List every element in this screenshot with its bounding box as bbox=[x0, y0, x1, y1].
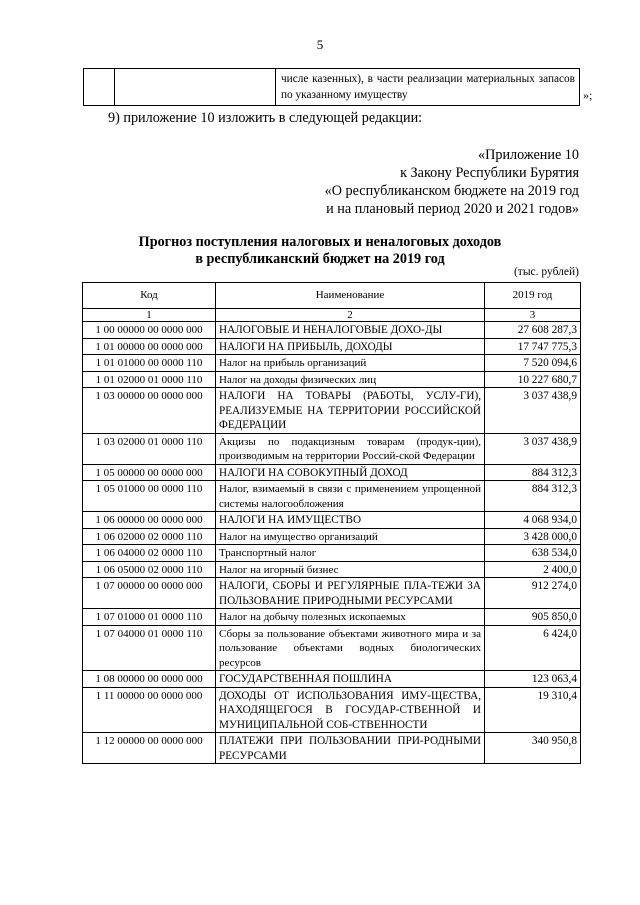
column-number-2: 2 bbox=[216, 309, 485, 322]
row-code: 1 07 04000 01 0000 110 bbox=[83, 625, 216, 671]
table-row bbox=[83, 433, 581, 464]
row-code: 1 01 02000 01 0000 110 bbox=[83, 371, 216, 388]
table-row bbox=[83, 687, 581, 733]
table-row bbox=[83, 322, 581, 339]
row-name: ГОСУДАРСТВЕННАЯ ПОШЛИНА bbox=[216, 671, 485, 688]
row-value: 905 850,0 bbox=[485, 609, 581, 626]
column-number-1: 1 bbox=[83, 309, 216, 322]
row-code: 1 06 02000 02 0000 110 bbox=[83, 528, 216, 545]
appendix-header bbox=[325, 146, 579, 218]
row-value: 4 068 934,0 bbox=[485, 512, 581, 529]
row-code: 1 06 04000 02 0000 110 bbox=[83, 545, 216, 562]
fragment-cell-2 bbox=[115, 69, 276, 106]
row-value: 10 227 680,7 bbox=[485, 371, 581, 388]
row-value: 2 400,0 bbox=[485, 561, 581, 578]
row-value: 6 424,0 bbox=[485, 625, 581, 671]
table-row bbox=[83, 481, 581, 512]
table-header-row bbox=[83, 283, 581, 309]
row-code: 1 06 00000 00 0000 000 bbox=[83, 512, 216, 529]
row-value: 884 312,3 bbox=[485, 464, 581, 481]
row-code: 1 03 00000 00 0000 000 bbox=[83, 388, 216, 434]
table-row bbox=[83, 388, 581, 434]
row-name: Транспортный налог bbox=[216, 545, 485, 562]
row-value: 17 747 775,3 bbox=[485, 338, 581, 355]
fragment-cell-1 bbox=[84, 69, 115, 106]
row-name: Сборы за пользование объектами животного мира и за пользование объектами водных биологических ресурсов bbox=[216, 625, 485, 671]
document-title bbox=[0, 234, 640, 268]
row-name: НАЛОГИ НА ПРИБЫЛЬ, ДОХОДЫ bbox=[216, 338, 485, 355]
row-name: Налог, взимаемый в связи с применением упрощенной системы налогообложения bbox=[216, 481, 485, 512]
table-row bbox=[83, 561, 581, 578]
appendix-line-3: «О республиканском бюджете на 2019 год bbox=[324, 183, 579, 199]
appendix-line-2: к Закону Республики Бурятия bbox=[400, 165, 579, 181]
fragment-text: числе казенных), в части реализации материальных запасов по указанному имуществу bbox=[281, 73, 575, 101]
row-code: 1 08 00000 00 0000 000 bbox=[83, 671, 216, 688]
row-value: 123 063,4 bbox=[485, 671, 581, 688]
fragment-row bbox=[84, 69, 580, 106]
row-value: 27 608 287,3 bbox=[485, 322, 581, 339]
row-value: 340 950,8 bbox=[485, 733, 581, 764]
table-row bbox=[83, 338, 581, 355]
table-row bbox=[83, 733, 581, 764]
header-code: Код bbox=[83, 283, 216, 309]
row-name: НАЛОГИ НА ТОВАРЫ (РАБОТЫ, УСЛУ-ГИ), РЕАЛИЗУЕМЫЕ НА ТЕРРИТОРИИ РОССИЙСКОЙ ФЕДЕРАЦИИ bbox=[216, 388, 485, 434]
table-row bbox=[83, 512, 581, 529]
row-code: 1 03 02000 01 0000 110 bbox=[83, 433, 216, 464]
table-row bbox=[83, 671, 581, 688]
row-value: 3 428 000,0 bbox=[485, 528, 581, 545]
row-name: НАЛОГИ НА СОВОКУПНЫЙ ДОХОД bbox=[216, 464, 485, 481]
row-value: 3 037 438,9 bbox=[485, 388, 581, 434]
row-name: Налог на имущество организаций bbox=[216, 528, 485, 545]
row-code: 1 05 00000 00 0000 000 bbox=[83, 464, 216, 481]
row-value: 912 274,0 bbox=[485, 578, 581, 609]
row-code: 1 01 00000 00 0000 000 bbox=[83, 338, 216, 355]
row-code: 1 07 01000 01 0000 110 bbox=[83, 609, 216, 626]
row-code: 1 01 01000 00 0000 110 bbox=[83, 355, 216, 372]
page-number: 5 bbox=[316, 37, 324, 52]
amendment-item-9: 9) приложение 10 изложить в следующей редакции: bbox=[108, 110, 423, 126]
header-name: Наименование bbox=[216, 283, 485, 309]
row-name: Акцизы по подакцизным товарам (продук-ции), производимым на территории Россий-ской Федерации bbox=[216, 433, 485, 464]
table-row bbox=[83, 625, 581, 671]
revenue-table bbox=[82, 282, 581, 764]
row-name: ДОХОДЫ ОТ ИСПОЛЬЗОВАНИЯ ИМУ-ЩЕСТВА, НАХОДЯЩЕГОСЯ В ГОСУДАР-СТВЕННОЙ И МУНИЦИПАЛЬНОЙ СОБ-СТВЕННОСТИ bbox=[216, 687, 485, 733]
previous-table-fragment bbox=[83, 68, 580, 106]
row-code: 1 12 00000 00 0000 000 bbox=[83, 733, 216, 764]
row-name: Налог на игорный бизнес bbox=[216, 561, 485, 578]
fragment-closing-quote: »; bbox=[583, 88, 593, 102]
row-code: 1 07 00000 00 0000 000 bbox=[83, 578, 216, 609]
row-name: Налог на доходы физических лиц bbox=[216, 371, 485, 388]
row-code: 1 06 05000 02 0000 110 bbox=[83, 561, 216, 578]
title-line-1: Прогноз поступления налоговых и неналоговых доходов bbox=[138, 234, 502, 250]
table-row bbox=[83, 464, 581, 481]
header-year: 2019 год bbox=[485, 283, 581, 309]
row-value: 3 037 438,9 bbox=[485, 433, 581, 464]
row-code: 1 11 00000 00 0000 000 bbox=[83, 687, 216, 733]
row-name: ПЛАТЕЖИ ПРИ ПОЛЬЗОВАНИИ ПРИ-РОДНЫМИ РЕСУРСАМИ bbox=[216, 733, 485, 764]
row-code: 1 00 00000 00 0000 000 bbox=[83, 322, 216, 339]
appendix-line-4: и на плановый период 2020 и 2021 годов» bbox=[326, 201, 579, 217]
row-value: 884 312,3 bbox=[485, 481, 581, 512]
column-number-3: 3 bbox=[485, 309, 581, 322]
table-row bbox=[83, 371, 581, 388]
row-value: 638 534,0 bbox=[485, 545, 581, 562]
table-row bbox=[83, 355, 581, 372]
row-name: НАЛОГИ, СБОРЫ И РЕГУЛЯРНЫЕ ПЛА-ТЕЖИ ЗА ПОЛЬЗОВАНИЕ ПРИРОДНЫМИ РЕСУРСАМИ bbox=[216, 578, 485, 609]
title-line-2: в республиканский бюджет на 2019 год bbox=[195, 251, 445, 267]
fragment-cell-3 bbox=[276, 69, 580, 106]
row-value: 7 520 094,6 bbox=[485, 355, 581, 372]
row-value: 19 310,4 bbox=[485, 687, 581, 733]
table-row bbox=[83, 528, 581, 545]
row-code: 1 05 01000 00 0000 110 bbox=[83, 481, 216, 512]
appendix-line-1: «Приложение 10 bbox=[478, 147, 579, 163]
row-name: Налог на прибыль организаций bbox=[216, 355, 485, 372]
table-row bbox=[83, 578, 581, 609]
row-name: Налог на добычу полезных ископаемых bbox=[216, 609, 485, 626]
row-name: НАЛОГИ НА ИМУЩЕСТВО bbox=[216, 512, 485, 529]
column-number-row bbox=[83, 309, 581, 322]
table-row bbox=[83, 545, 581, 562]
table-row bbox=[83, 609, 581, 626]
row-name: НАЛОГОВЫЕ И НЕНАЛОГОВЫЕ ДОХО-ДЫ bbox=[216, 322, 485, 339]
unit-label: (тыс. рублей) bbox=[513, 266, 579, 278]
